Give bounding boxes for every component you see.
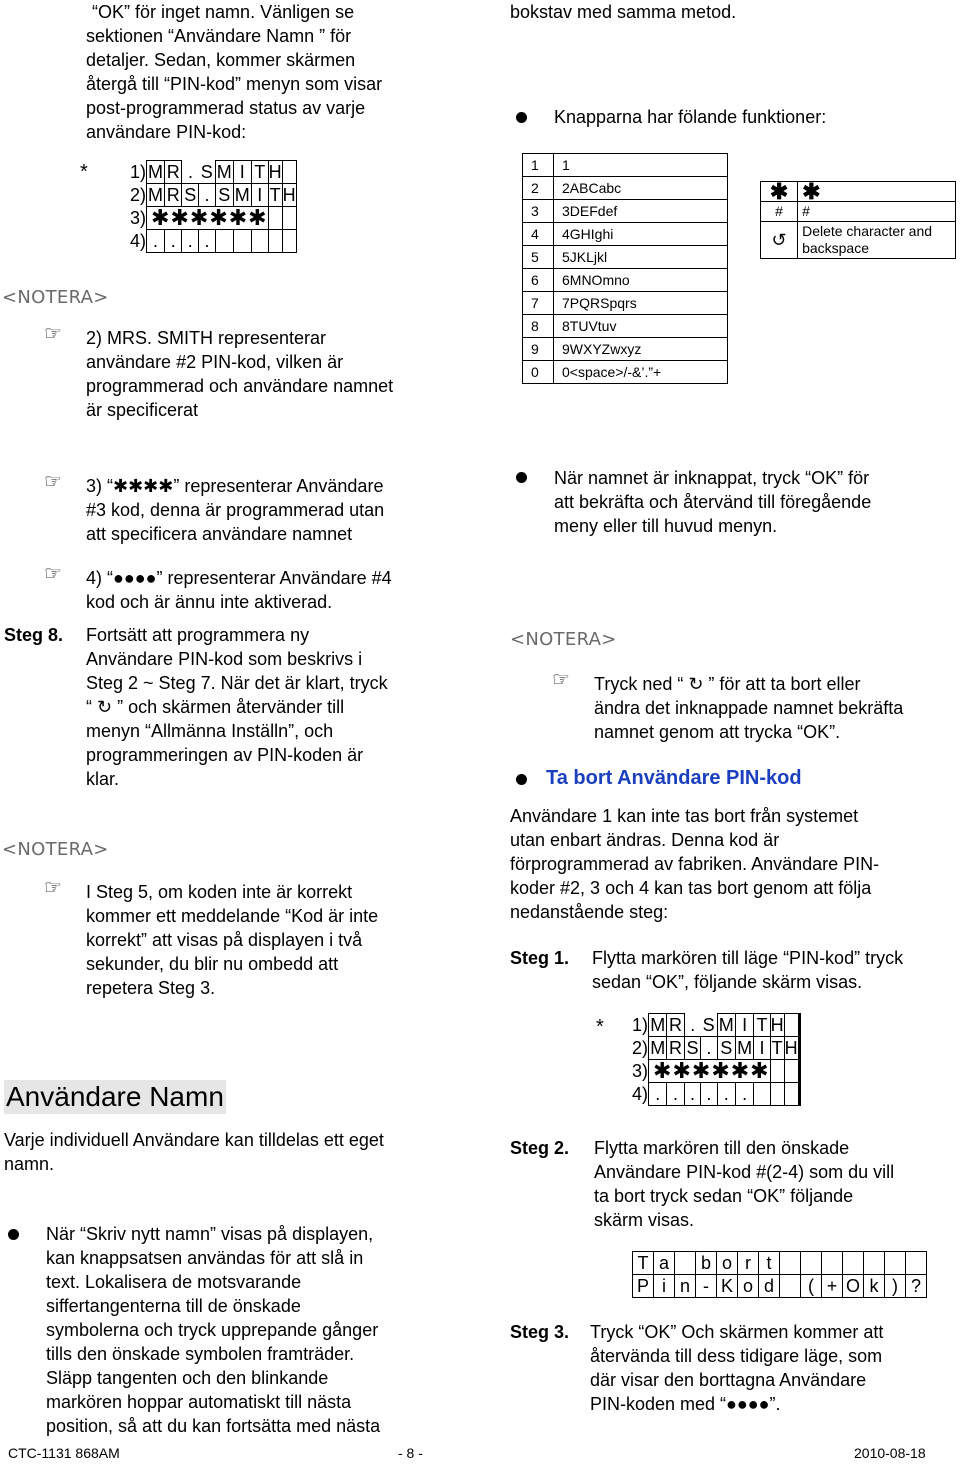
lcd-star: *	[80, 161, 88, 183]
delete-section-body: Användare 1 kan inte tas bort från systemet utan enbart ändras. Denna kod är förprogrammerad av fabriken. Användare PIN- koder #2, 3 och 4 kan tas bort genom att följa nedanstående steg:	[510, 806, 880, 922]
note-delete: Tryck ned “ ↻ ” för att ta bort eller ändra det inknappade namnet bekräfta namnet genom att trycka “OK”.	[594, 674, 904, 742]
steg-3-label: Steg 3.	[510, 1322, 570, 1342]
function-keys-table: ✱ ✱ # # ↺ Delete character and backspace	[760, 181, 956, 259]
footer-page-number: - 8 -	[398, 1445, 423, 1461]
bullet-ok-text: När namnet är inknappat, tryck “OK” för att bekräfta och återvänd till föregående meny eller till huvud menyn.	[554, 468, 872, 536]
bullet-icon	[8, 1229, 19, 1240]
pointing-hand-icon: ☞	[44, 471, 62, 493]
steg-2-label: Steg 2.	[510, 1138, 570, 1158]
steg-8-label: Steg 8.	[4, 625, 64, 645]
bullet-icon	[516, 112, 527, 123]
note-label: <NOTERA>	[2, 287, 109, 308]
intro-user-name: Varje individuell Användare kan tilldelas ett eget namn.	[4, 1130, 384, 1174]
note-user-4: 4) “●●●●” representerar Användare #4 kod och är ännu inte aktiverad.	[86, 568, 392, 612]
keypad-table: 1 1 2 2ABCabc 3 3DEFdef 4 4GHIghi 5 5JKLjkl 6 6MNOmno 7 7PQRSpqrs 8 8TUVtuv 9 9WXYZwxyz 0 0<space>/-&’.”+	[522, 153, 728, 384]
lcd-grid-2: 1 ) M R . S M I T H 2 ) M R S . S M I T H 3 ) ✱✱✱✱✱✱ 4 ) . . . . . .	[632, 1013, 801, 1106]
section-title-delete-pin: Ta bort Användare PIN-kod	[546, 767, 802, 789]
bullet-icon	[516, 472, 527, 483]
lcd-grid: 1 ) M R . S M I T H 2 ) M R S . S M I T H 3 ) ✱✱✱✱✱✱ 4 ) . . . .	[130, 161, 296, 251]
bullet-keys-text: Knapparna har fölande funktioner:	[554, 107, 827, 127]
intro-text: “OK” för inget namn. Vänligen se sektionen “Användare Namn ” för detaljer. Sedan, kommer skärmen återgå till “PIN-kod” menyn som visar post-programmerad status av varje användare PIN-kod:	[86, 2, 383, 142]
note-mrs-smith: 2) MRS. SMITH representerar användare #2 PIN-kod, vilken är programmerad och användare namnet är specificerat	[86, 328, 394, 420]
steg-1-text: Flytta markören till läge “PIN-kod” tryck sedan “OK”, följande skärm visas.	[592, 948, 904, 992]
steg-2-text: Flytta markören till den önskade Användare PIN-kod #(2-4) som du vill ta bort tryck sedan “OK” följande skärm visas.	[594, 1138, 895, 1230]
footer-model: CTC-1131 868AM	[8, 1445, 120, 1461]
lcd-screen-3: T a b o r t P i n - K o d ( + O k ) ?	[632, 1251, 927, 1298]
lcd-star: *	[596, 1016, 604, 1038]
continued-text: bokstav med samma metod.	[510, 2, 737, 22]
section-heading-anvandare-namn: Användare Namn	[6, 1081, 224, 1112]
note-user-3: 3) “✱✱✱✱” representerar Användare #3 kod, denna är programmerad utan att specificera användare namnet	[86, 476, 385, 544]
note-label-right: <NOTERA>	[510, 629, 617, 650]
footer-date: 2010-08-18	[854, 1445, 926, 1461]
hash-icon: #	[761, 202, 798, 222]
pointing-hand-icon: ☞	[44, 563, 62, 585]
note-label-2: <NOTERA>	[2, 839, 109, 860]
pointing-hand-icon: ☞	[44, 877, 62, 899]
note-steg-5: I Steg 5, om koden inte är korrekt kommer ett meddelande “Kod är inte korrekt” att visas på displayen i två sekunder, du blir nu ombedd att repetera Steg 3.	[86, 882, 379, 998]
back-icon: ↺	[761, 222, 798, 259]
star-icon: ✱	[761, 182, 798, 202]
pointing-hand-icon: ☞	[44, 323, 62, 345]
pointing-hand-icon: ☞	[552, 669, 570, 691]
steg-8-text: Fortsätt att programmera ny Användare PIN-kod som beskrivs i Steg 2 ~ Steg 7. När det är klart, tryck “ ↻ ” och skärmen återvänder till menyn “Allmänna Inställn”, och programmeringen av PIN-koden är klar.	[86, 625, 388, 789]
steg-1-label: Steg 1.	[510, 948, 570, 968]
steg-3-text: Tryck “OK” Och skärmen kommer att återvända till dess tidigare läge, som där visar den borttagna Användare PIN-koden med “●●●●”.	[590, 1322, 884, 1414]
bullet-write-name: När “Skriv nytt namn” visas på displayen, kan knappsatsen användas för att slå in text. Lokalisera de motsvarande siffertangenterna till de önskade symbolerna och tryck upprepande gånger tills den önskade symbolen framträder. Släpp tangenten och den blinkande markören hoppar automatiskt till nästa position, så att du kan fortsätta med nästa	[46, 1224, 381, 1436]
bullet-icon	[516, 774, 527, 785]
